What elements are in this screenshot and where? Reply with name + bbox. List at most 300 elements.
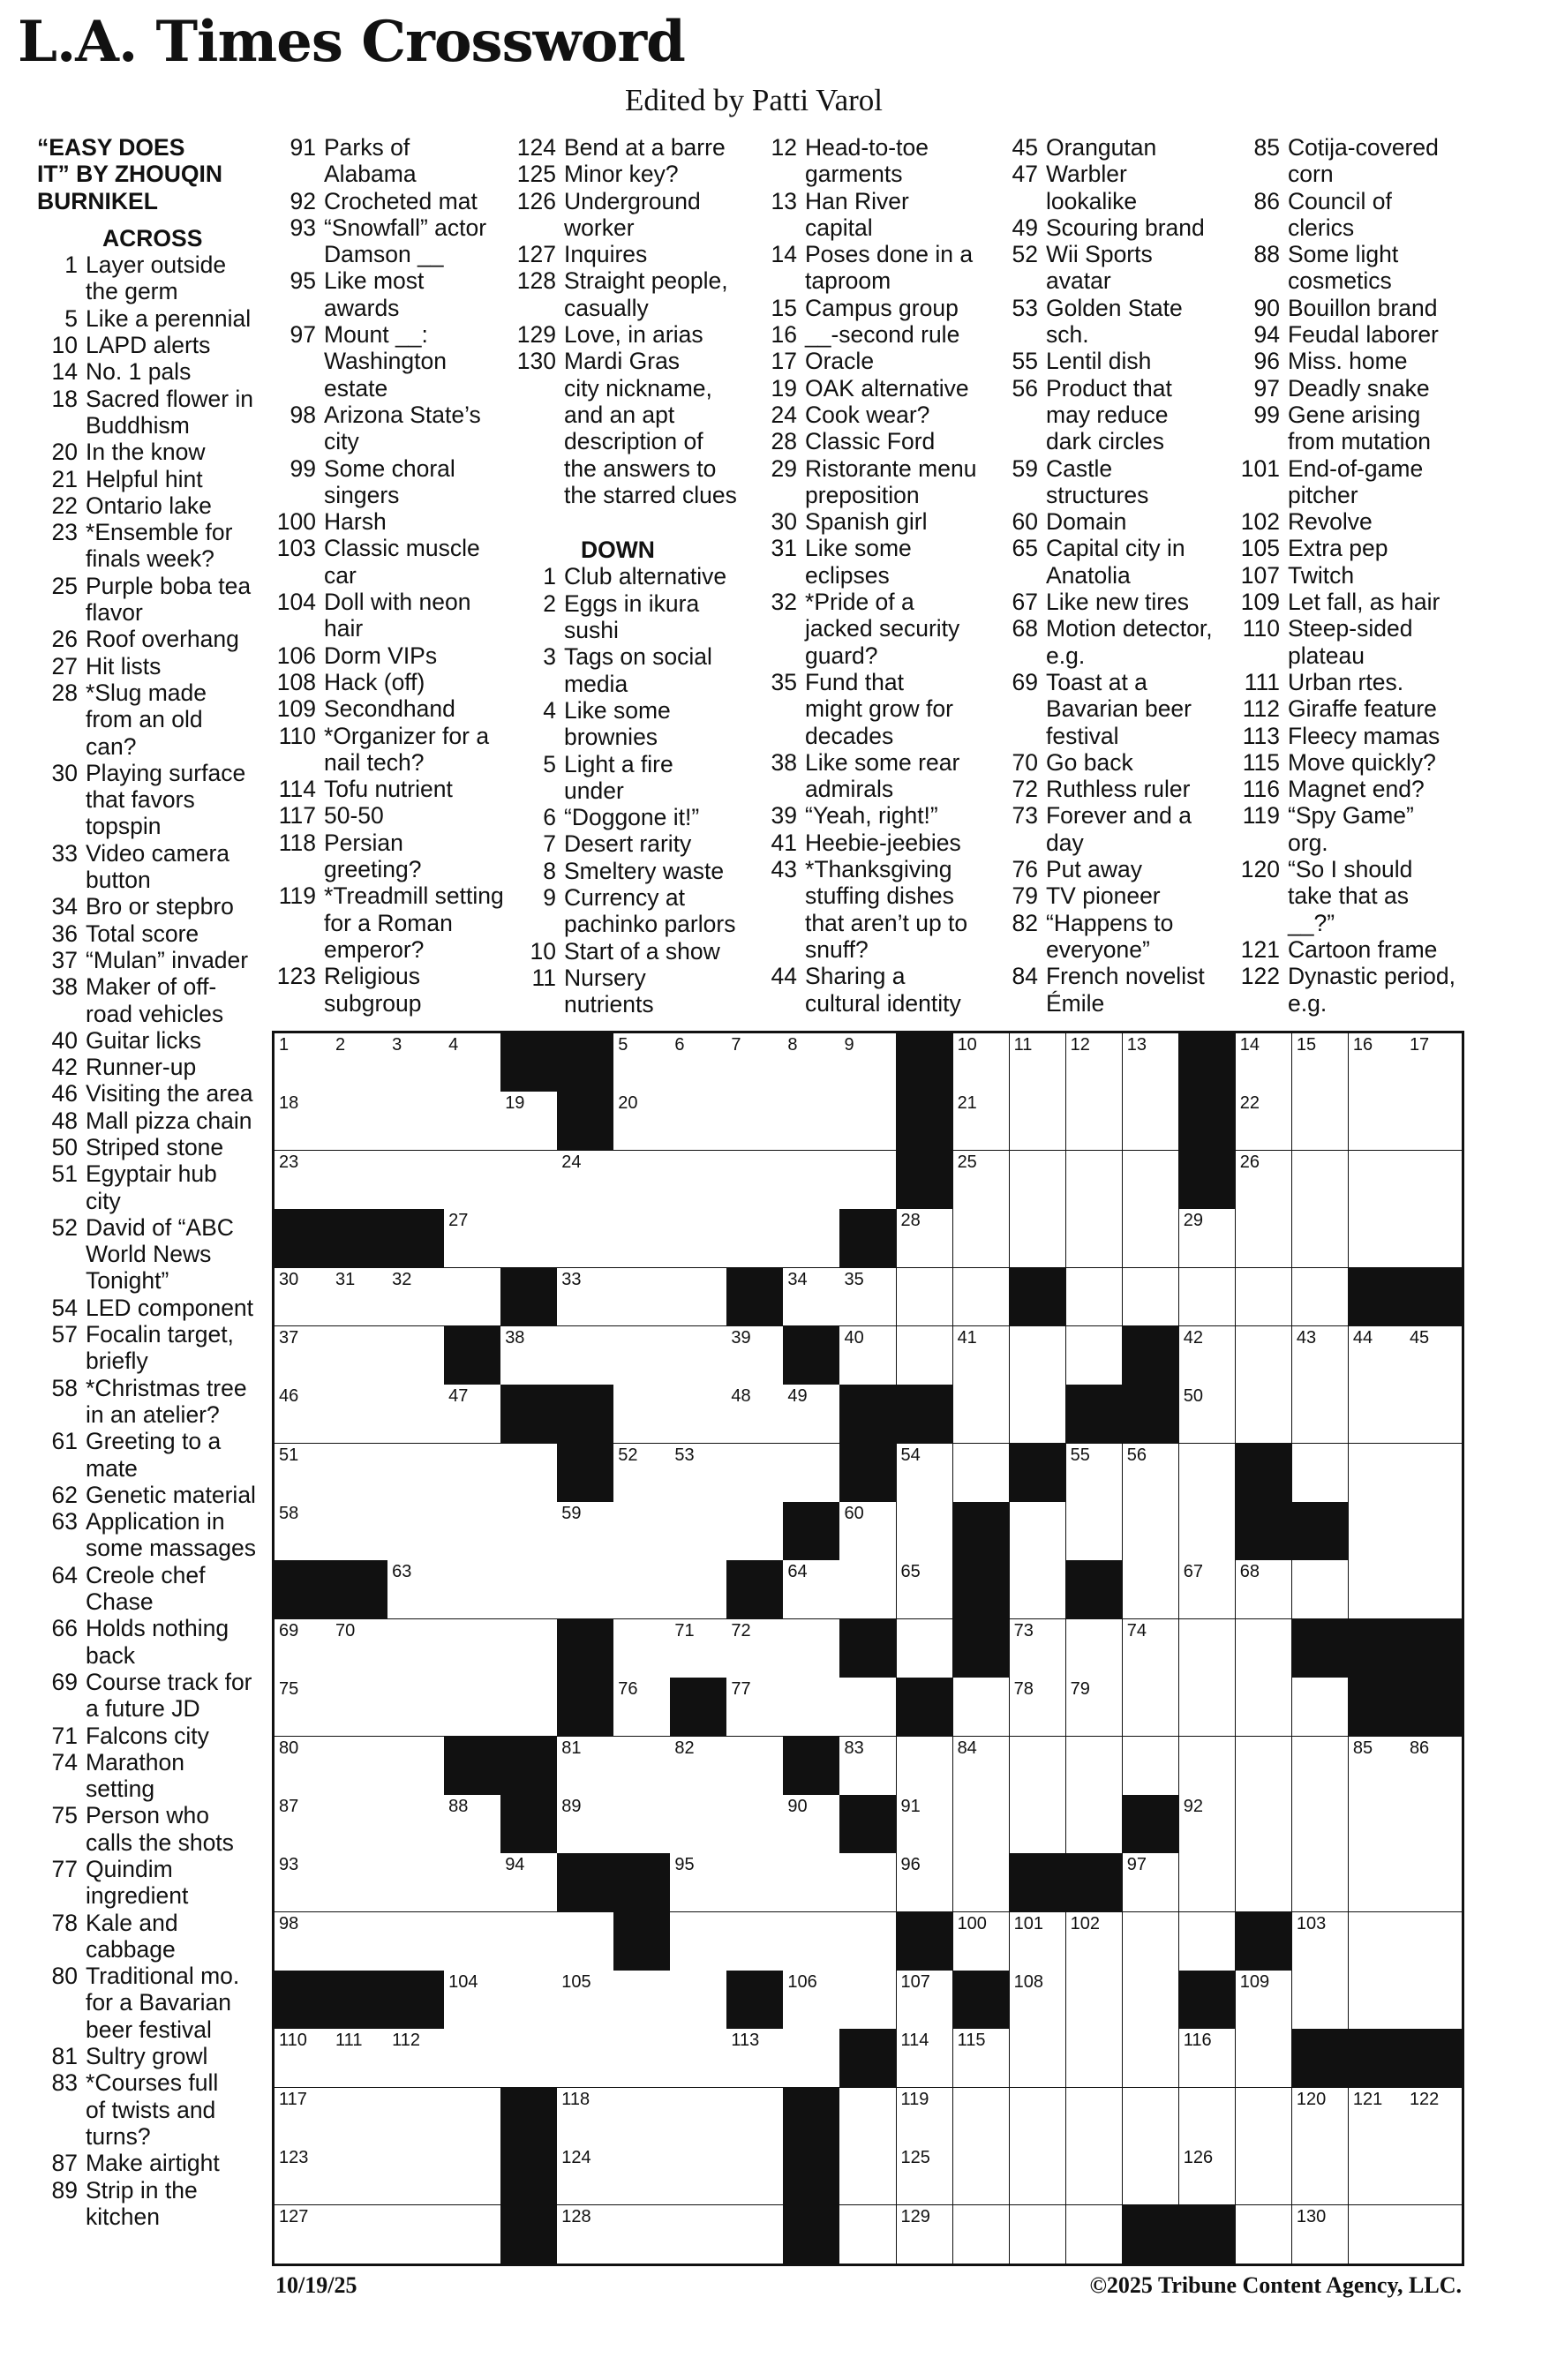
grid-cell[interactable] xyxy=(1405,1853,1462,1912)
grid-cell[interactable] xyxy=(1010,1737,1067,1796)
grid-cell[interactable] xyxy=(557,1326,614,1385)
grid-cell[interactable] xyxy=(670,1092,727,1151)
grid-cell[interactable] xyxy=(897,2205,954,2264)
grid-cell[interactable] xyxy=(897,1444,954,1503)
grid-cell[interactable] xyxy=(670,2088,727,2147)
grid-cell[interactable] xyxy=(839,2146,897,2205)
grid-cell[interactable] xyxy=(670,1737,727,1796)
grid-cell[interactable] xyxy=(1292,1444,1350,1503)
grid-cell[interactable] xyxy=(500,1560,558,1619)
grid-cell[interactable] xyxy=(839,1853,897,1912)
grid-cell[interactable] xyxy=(670,1326,727,1385)
grid-cell[interactable] xyxy=(387,1033,445,1092)
grid-cell[interactable] xyxy=(331,2146,388,2205)
grid-cell[interactable] xyxy=(1405,1971,1462,2030)
grid-cell[interactable] xyxy=(1349,1209,1406,1268)
grid-cell[interactable] xyxy=(1405,1737,1462,1796)
grid-cell[interactable] xyxy=(783,1209,840,1268)
grid-cell[interactable] xyxy=(670,2146,727,2205)
grid-cell[interactable] xyxy=(1010,1502,1067,1561)
grid-cell[interactable] xyxy=(1123,2029,1180,2088)
grid-cell[interactable] xyxy=(953,1033,1011,1092)
grid-cell[interactable] xyxy=(953,1209,1011,1268)
grid-cell[interactable] xyxy=(613,1795,671,1854)
grid-cell[interactable] xyxy=(444,1678,501,1737)
grid-cell[interactable] xyxy=(275,1678,332,1737)
grid-cell[interactable] xyxy=(1066,1912,1124,1971)
grid-cell[interactable] xyxy=(444,1444,501,1503)
grid-cell[interactable] xyxy=(1066,1619,1124,1678)
grid-cell[interactable] xyxy=(1236,1151,1293,1210)
grid-cell[interactable] xyxy=(444,1151,501,1210)
grid-cell[interactable] xyxy=(331,1033,388,1092)
grid-cell[interactable] xyxy=(557,1795,614,1854)
grid-cell[interactable] xyxy=(613,1619,671,1678)
grid-cell[interactable] xyxy=(783,1912,840,1971)
grid-cell[interactable] xyxy=(275,1268,332,1327)
grid-cell[interactable] xyxy=(387,1619,445,1678)
grid-cell[interactable] xyxy=(331,1502,388,1561)
grid-cell[interactable] xyxy=(783,1678,840,1737)
grid-cell[interactable] xyxy=(1010,1912,1067,1971)
grid-cell[interactable] xyxy=(897,2029,954,2088)
grid-cell[interactable] xyxy=(275,2029,332,2088)
grid-cell[interactable] xyxy=(783,1385,840,1444)
grid-cell[interactable] xyxy=(726,1385,784,1444)
grid-cell[interactable] xyxy=(387,1092,445,1151)
grid-cell[interactable] xyxy=(387,1151,445,1210)
grid-cell[interactable] xyxy=(275,1033,332,1092)
grid-cell[interactable] xyxy=(839,1326,897,1385)
grid-cell[interactable] xyxy=(1123,1971,1180,2030)
grid-cell[interactable] xyxy=(1405,2146,1462,2205)
grid-cell[interactable] xyxy=(1405,1033,1462,1092)
grid-cell[interactable] xyxy=(1405,1795,1462,1854)
grid-cell[interactable] xyxy=(1010,2088,1067,2147)
grid-cell[interactable] xyxy=(953,1151,1011,1210)
grid-cell[interactable] xyxy=(387,1560,445,1619)
grid-cell[interactable] xyxy=(670,1502,727,1561)
grid-cell[interactable] xyxy=(783,1619,840,1678)
grid-cell[interactable] xyxy=(953,2205,1011,2264)
grid-cell[interactable] xyxy=(387,1502,445,1561)
grid-cell[interactable] xyxy=(1405,2088,1462,2147)
grid-cell[interactable] xyxy=(726,1795,784,1854)
grid-cell[interactable] xyxy=(1236,1853,1293,1912)
grid-cell[interactable] xyxy=(557,1560,614,1619)
grid-cell[interactable] xyxy=(444,2088,501,2147)
grid-cell[interactable] xyxy=(387,2029,445,2088)
grid-cell[interactable] xyxy=(1236,2146,1293,2205)
grid-cell[interactable] xyxy=(275,1619,332,1678)
grid-cell[interactable] xyxy=(1179,1795,1237,1854)
grid-cell[interactable] xyxy=(670,1209,727,1268)
grid-cell[interactable] xyxy=(839,1737,897,1796)
grid-cell[interactable] xyxy=(726,2029,784,2088)
grid-cell[interactable] xyxy=(1010,2146,1067,2205)
grid-cell[interactable] xyxy=(1010,1092,1067,1151)
grid-cell[interactable] xyxy=(1179,2088,1237,2147)
grid-cell[interactable] xyxy=(387,2088,445,2147)
grid-cell[interactable] xyxy=(444,1385,501,1444)
grid-cell[interactable] xyxy=(1179,1326,1237,1385)
grid-cell[interactable] xyxy=(557,2205,614,2264)
grid-cell[interactable] xyxy=(783,1033,840,1092)
grid-cell[interactable] xyxy=(1236,1209,1293,1268)
grid-cell[interactable] xyxy=(726,1092,784,1151)
grid-cell[interactable] xyxy=(1405,1151,1462,1210)
grid-cell[interactable] xyxy=(953,1385,1011,1444)
grid-cell[interactable] xyxy=(839,1502,897,1561)
grid-cell[interactable] xyxy=(839,1912,897,1971)
grid-cell[interactable] xyxy=(331,1912,388,1971)
grid-cell[interactable] xyxy=(1123,1853,1180,1912)
grid-cell[interactable] xyxy=(1066,1092,1124,1151)
grid-cell[interactable] xyxy=(1066,1502,1124,1561)
grid-cell[interactable] xyxy=(1349,1326,1406,1385)
grid-cell[interactable] xyxy=(670,1560,727,1619)
grid-cell[interactable] xyxy=(897,1326,954,1385)
grid-cell[interactable] xyxy=(1066,1971,1124,2030)
grid-cell[interactable] xyxy=(1405,1092,1462,1151)
grid-cell[interactable] xyxy=(897,1209,954,1268)
grid-cell[interactable] xyxy=(897,2146,954,2205)
grid-cell[interactable] xyxy=(1349,1737,1406,1796)
grid-cell[interactable] xyxy=(1292,1385,1350,1444)
grid-cell[interactable] xyxy=(839,1151,897,1210)
grid-cell[interactable] xyxy=(1349,1912,1406,1971)
grid-cell[interactable] xyxy=(783,1853,840,1912)
grid-cell[interactable] xyxy=(1179,2146,1237,2205)
grid-cell[interactable] xyxy=(1349,1444,1406,1503)
grid-cell[interactable] xyxy=(444,1502,501,1561)
grid-cell[interactable] xyxy=(1066,2205,1124,2264)
grid-cell[interactable] xyxy=(670,2205,727,2264)
grid-cell[interactable] xyxy=(1349,2205,1406,2264)
grid-cell[interactable] xyxy=(1349,1092,1406,1151)
grid-cell[interactable] xyxy=(444,2205,501,2264)
grid-cell[interactable] xyxy=(331,1853,388,1912)
grid-cell[interactable] xyxy=(953,1678,1011,1737)
grid-cell[interactable] xyxy=(1405,1326,1462,1385)
grid-cell[interactable] xyxy=(1010,1209,1067,1268)
grid-cell[interactable] xyxy=(726,1502,784,1561)
grid-cell[interactable] xyxy=(1236,2029,1293,2088)
grid-cell[interactable] xyxy=(275,2205,332,2264)
grid-cell[interactable] xyxy=(1292,1268,1350,1327)
grid-cell[interactable] xyxy=(331,2029,388,2088)
grid-cell[interactable] xyxy=(1123,1912,1180,1971)
grid-cell[interactable] xyxy=(444,1853,501,1912)
grid-cell[interactable] xyxy=(1236,1795,1293,1854)
grid-cell[interactable] xyxy=(500,1209,558,1268)
grid-cell[interactable] xyxy=(1010,1619,1067,1678)
grid-cell[interactable] xyxy=(839,1678,897,1737)
grid-cell[interactable] xyxy=(783,2029,840,2088)
grid-cell[interactable] xyxy=(1292,1853,1350,1912)
grid-cell[interactable] xyxy=(726,1209,784,1268)
grid-cell[interactable] xyxy=(1123,1560,1180,1619)
grid-cell[interactable] xyxy=(1066,1209,1124,1268)
grid-cell[interactable] xyxy=(1123,1502,1180,1561)
grid-cell[interactable] xyxy=(1292,1209,1350,1268)
grid-cell[interactable] xyxy=(1236,1268,1293,1327)
grid-cell[interactable] xyxy=(1179,1502,1237,1561)
grid-cell[interactable] xyxy=(1179,1737,1237,1796)
grid-cell[interactable] xyxy=(1349,1560,1406,1619)
grid-cell[interactable] xyxy=(726,1853,784,1912)
grid-cell[interactable] xyxy=(1123,1678,1180,1737)
grid-cell[interactable] xyxy=(387,1795,445,1854)
grid-cell[interactable] xyxy=(275,1092,332,1151)
grid-cell[interactable] xyxy=(387,1912,445,1971)
grid-cell[interactable] xyxy=(839,1560,897,1619)
grid-cell[interactable] xyxy=(1179,1385,1237,1444)
grid-cell[interactable] xyxy=(1236,1737,1293,1796)
grid-cell[interactable] xyxy=(1123,1092,1180,1151)
grid-cell[interactable] xyxy=(670,1385,727,1444)
grid-cell[interactable] xyxy=(726,2088,784,2147)
grid-cell[interactable] xyxy=(331,1678,388,1737)
grid-cell[interactable] xyxy=(331,1619,388,1678)
grid-cell[interactable] xyxy=(1405,1912,1462,1971)
grid-cell[interactable] xyxy=(1349,1385,1406,1444)
grid-cell[interactable] xyxy=(1292,1326,1350,1385)
grid-cell[interactable] xyxy=(1010,1385,1067,1444)
grid-cell[interactable] xyxy=(331,1268,388,1327)
grid-cell[interactable] xyxy=(275,1853,332,1912)
grid-cell[interactable] xyxy=(613,1268,671,1327)
grid-cell[interactable] xyxy=(1292,2146,1350,2205)
grid-cell[interactable] xyxy=(275,1385,332,1444)
grid-cell[interactable] xyxy=(557,1737,614,1796)
grid-cell[interactable] xyxy=(839,1268,897,1327)
grid-cell[interactable] xyxy=(1066,1737,1124,1796)
grid-cell[interactable] xyxy=(557,2029,614,2088)
grid-cell[interactable] xyxy=(953,1795,1011,1854)
grid-cell[interactable] xyxy=(444,1092,501,1151)
grid-cell[interactable] xyxy=(1236,1971,1293,2030)
grid-cell[interactable] xyxy=(1349,1971,1406,2030)
grid-cell[interactable] xyxy=(1405,1209,1462,1268)
grid-cell[interactable] xyxy=(444,1209,501,1268)
grid-cell[interactable] xyxy=(613,1444,671,1503)
grid-cell[interactable] xyxy=(726,1678,784,1737)
grid-cell[interactable] xyxy=(839,2088,897,2147)
grid-cell[interactable] xyxy=(557,1912,614,1971)
grid-cell[interactable] xyxy=(783,1268,840,1327)
grid-cell[interactable] xyxy=(275,1444,332,1503)
grid-cell[interactable] xyxy=(500,1971,558,2030)
grid-cell[interactable] xyxy=(1405,1444,1462,1503)
grid-cell[interactable] xyxy=(726,1737,784,1796)
grid-cell[interactable] xyxy=(613,1151,671,1210)
grid-cell[interactable] xyxy=(783,1092,840,1151)
grid-cell[interactable] xyxy=(331,1151,388,1210)
grid-cell[interactable] xyxy=(557,2146,614,2205)
grid-cell[interactable] xyxy=(275,1151,332,1210)
grid-cell[interactable] xyxy=(897,1268,954,1327)
grid-cell[interactable] xyxy=(1123,1151,1180,1210)
grid-cell[interactable] xyxy=(1236,1678,1293,1737)
grid-cell[interactable] xyxy=(387,1326,445,1385)
grid-cell[interactable] xyxy=(1179,1853,1237,1912)
grid-cell[interactable] xyxy=(953,1268,1011,1327)
grid-cell[interactable] xyxy=(500,1678,558,1737)
grid-cell[interactable] xyxy=(387,1737,445,1796)
grid-cell[interactable] xyxy=(1405,1502,1462,1561)
grid-cell[interactable] xyxy=(1179,2029,1237,2088)
grid-cell[interactable] xyxy=(275,2088,332,2147)
grid-cell[interactable] xyxy=(444,1268,501,1327)
grid-cell[interactable] xyxy=(1066,1268,1124,1327)
grid-cell[interactable] xyxy=(331,1737,388,1796)
grid-cell[interactable] xyxy=(1123,2146,1180,2205)
grid-cell[interactable] xyxy=(1349,1502,1406,1561)
grid-cell[interactable] xyxy=(1010,2205,1067,2264)
grid-cell[interactable] xyxy=(670,1268,727,1327)
grid-cell[interactable] xyxy=(726,1033,784,1092)
grid-cell[interactable] xyxy=(953,2029,1011,2088)
grid-cell[interactable] xyxy=(839,1092,897,1151)
grid-cell[interactable] xyxy=(275,1795,332,1854)
grid-cell[interactable] xyxy=(1292,1795,1350,1854)
grid-cell[interactable] xyxy=(953,2146,1011,2205)
grid-cell[interactable] xyxy=(670,1853,727,1912)
grid-cell[interactable] xyxy=(500,1151,558,1210)
grid-cell[interactable] xyxy=(331,1444,388,1503)
grid-cell[interactable] xyxy=(670,1151,727,1210)
grid-cell[interactable] xyxy=(444,1033,501,1092)
grid-cell[interactable] xyxy=(1010,1033,1067,1092)
grid-cell[interactable] xyxy=(387,1678,445,1737)
grid-cell[interactable] xyxy=(726,2146,784,2205)
grid-cell[interactable] xyxy=(1292,2088,1350,2147)
grid-cell[interactable] xyxy=(1010,2029,1067,2088)
grid-cell[interactable] xyxy=(557,2088,614,2147)
grid-cell[interactable] xyxy=(444,1795,501,1854)
grid-cell[interactable] xyxy=(500,1502,558,1561)
grid-cell[interactable] xyxy=(557,1268,614,1327)
grid-cell[interactable] xyxy=(1236,1092,1293,1151)
grid-cell[interactable] xyxy=(897,1853,954,1912)
grid-cell[interactable] xyxy=(1123,1619,1180,1678)
grid-cell[interactable] xyxy=(726,2205,784,2264)
grid-cell[interactable] xyxy=(670,1795,727,1854)
grid-cell[interactable] xyxy=(331,1385,388,1444)
grid-cell[interactable] xyxy=(444,2146,501,2205)
grid-cell[interactable] xyxy=(331,2088,388,2147)
grid-cell[interactable] xyxy=(726,1912,784,1971)
grid-cell[interactable] xyxy=(613,1209,671,1268)
grid-cell[interactable] xyxy=(1179,1619,1237,1678)
grid-cell[interactable] xyxy=(1123,1268,1180,1327)
grid-cell[interactable] xyxy=(387,2146,445,2205)
grid-cell[interactable] xyxy=(275,1326,332,1385)
grid-cell[interactable] xyxy=(1349,2146,1406,2205)
grid-cell[interactable] xyxy=(953,2088,1011,2147)
grid-cell[interactable] xyxy=(839,2205,897,2264)
grid-cell[interactable] xyxy=(1010,1971,1067,2030)
grid-cell[interactable] xyxy=(1236,1033,1293,1092)
grid-cell[interactable] xyxy=(953,1092,1011,1151)
grid-cell[interactable] xyxy=(897,1560,954,1619)
grid-cell[interactable] xyxy=(670,1971,727,2030)
grid-cell[interactable] xyxy=(897,2088,954,2147)
grid-cell[interactable] xyxy=(500,1619,558,1678)
grid-cell[interactable] xyxy=(1292,1912,1350,1971)
grid-cell[interactable] xyxy=(275,2146,332,2205)
grid-cell[interactable] xyxy=(1292,2205,1350,2264)
grid-cell[interactable] xyxy=(500,1853,558,1912)
grid-cell[interactable] xyxy=(1405,2205,1462,2264)
grid-cell[interactable] xyxy=(557,1971,614,2030)
grid-cell[interactable] xyxy=(953,1853,1011,1912)
grid-cell[interactable] xyxy=(613,1385,671,1444)
grid-cell[interactable] xyxy=(726,1326,784,1385)
grid-cell[interactable] xyxy=(613,2029,671,2088)
grid-cell[interactable] xyxy=(331,1795,388,1854)
grid-cell[interactable] xyxy=(500,1092,558,1151)
grid-cell[interactable] xyxy=(953,1912,1011,1971)
grid-cell[interactable] xyxy=(444,1971,501,2030)
grid-cell[interactable] xyxy=(613,2146,671,2205)
grid-cell[interactable] xyxy=(1010,1326,1067,1385)
grid-cell[interactable] xyxy=(1236,1619,1293,1678)
grid-cell[interactable] xyxy=(613,1326,671,1385)
grid-cell[interactable] xyxy=(1236,1385,1293,1444)
grid-cell[interactable] xyxy=(613,1092,671,1151)
grid-cell[interactable] xyxy=(500,1912,558,1971)
grid-cell[interactable] xyxy=(783,1971,840,2030)
grid-cell[interactable] xyxy=(1292,1971,1350,2030)
grid-cell[interactable] xyxy=(1236,1326,1293,1385)
grid-cell[interactable] xyxy=(557,1209,614,1268)
grid-cell[interactable] xyxy=(783,1795,840,1854)
grid-cell[interactable] xyxy=(1010,1151,1067,1210)
grid-cell[interactable] xyxy=(1349,1795,1406,1854)
grid-cell[interactable] xyxy=(613,2205,671,2264)
grid-cell[interactable] xyxy=(1292,1092,1350,1151)
grid-cell[interactable] xyxy=(670,1033,727,1092)
grid-cell[interactable] xyxy=(1405,1560,1462,1619)
grid-cell[interactable] xyxy=(1179,1678,1237,1737)
grid-cell[interactable] xyxy=(670,2029,727,2088)
grid-cell[interactable] xyxy=(1010,1560,1067,1619)
grid-cell[interactable] xyxy=(500,2029,558,2088)
grid-cell[interactable] xyxy=(275,1502,332,1561)
grid-cell[interactable] xyxy=(387,1853,445,1912)
grid-cell[interactable] xyxy=(1066,1151,1124,1210)
grid-cell[interactable] xyxy=(670,1619,727,1678)
grid-cell[interactable] xyxy=(1179,1444,1237,1503)
grid-cell[interactable] xyxy=(444,1560,501,1619)
grid-cell[interactable] xyxy=(1066,2088,1124,2147)
grid-cell[interactable] xyxy=(1010,1795,1067,1854)
grid-cell[interactable] xyxy=(331,2205,388,2264)
grid-cell[interactable] xyxy=(839,1033,897,1092)
grid-cell[interactable] xyxy=(1349,2088,1406,2147)
grid-cell[interactable] xyxy=(839,1971,897,2030)
grid-cell[interactable] xyxy=(613,1033,671,1092)
grid-cell[interactable] xyxy=(1349,1151,1406,1210)
grid-cell[interactable] xyxy=(1405,1385,1462,1444)
grid-cell[interactable] xyxy=(1066,1326,1124,1385)
grid-cell[interactable] xyxy=(557,1151,614,1210)
grid-cell[interactable] xyxy=(953,1326,1011,1385)
grid-cell[interactable] xyxy=(387,1444,445,1503)
grid-cell[interactable] xyxy=(1292,1737,1350,1796)
